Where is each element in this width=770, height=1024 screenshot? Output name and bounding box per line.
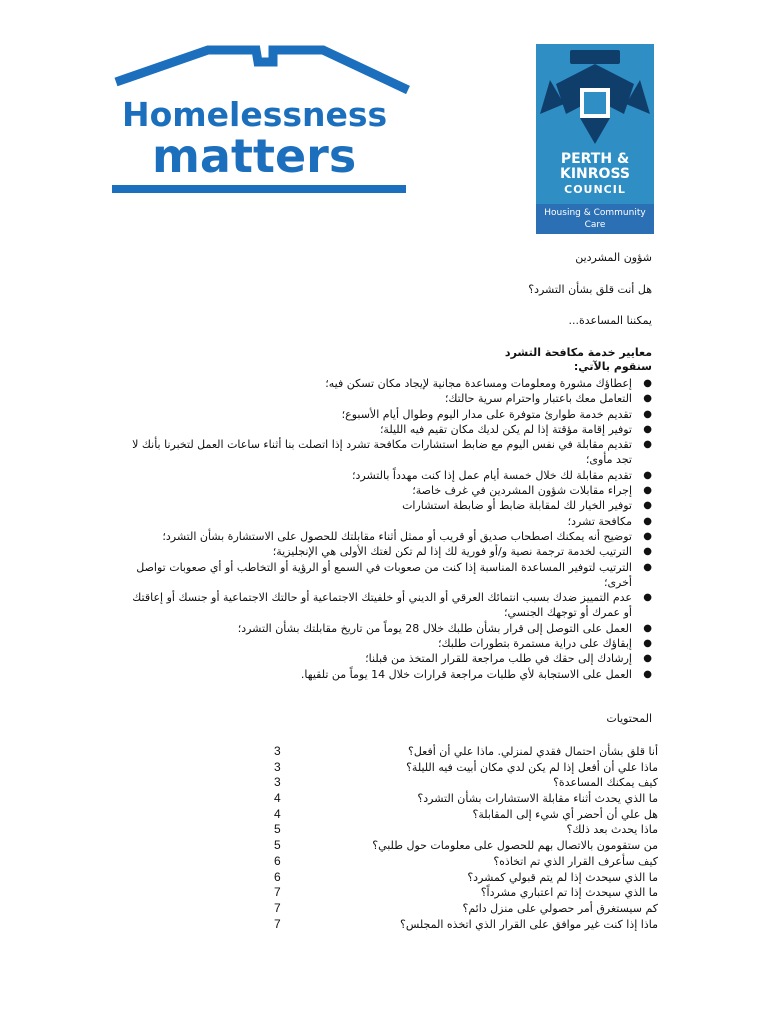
perth-kinross-council-logo	[536, 44, 654, 234]
intro-help: يمكننا المساعدة...	[568, 314, 652, 327]
toc-entry[interactable]	[268, 901, 658, 917]
toc-entry[interactable]	[268, 917, 658, 933]
council-name-line2: KINROSS	[560, 166, 630, 182]
council-crest-panel	[536, 44, 654, 204]
list-item: ● العمل على التوصل إلى قرار بشأن طلبك خلال 28 يوماً من تاريخ مقابلتك بشأن التشرد؛	[237, 621, 652, 635]
criteria-list	[125, 376, 660, 682]
list-item: ● تقديم مقابلة لك خلال خمسة أيام عمل إذا كنت مهدداً بالتشرد؛	[352, 468, 652, 482]
bullet-icon: ●	[643, 638, 652, 650]
toc-entry-title: ما الذي يحدث أثناء مقابلة الاستشارات بشأن التشرد؟	[417, 792, 658, 806]
toc-entry[interactable]	[268, 885, 658, 901]
bullet-icon: ●	[643, 561, 652, 573]
toc-entry[interactable]	[268, 838, 658, 854]
logo-text-line1: Homelessness	[122, 95, 388, 134]
bullet-icon: ●	[643, 485, 652, 497]
bullet-icon: ●	[643, 592, 652, 604]
list-item: ● توضيح أنه يمكنك اصطحاب صديق أو قريب أو ممثل أثناء مقابلتك للحصول على الاستشارة بشأن التشرد؛	[162, 529, 652, 543]
bullet-icon: ●	[643, 469, 652, 481]
homelessness-matters-logo	[108, 42, 410, 202]
bullet-icon: ●	[643, 378, 652, 389]
toc-entry[interactable]	[268, 760, 658, 776]
toc-entry-title: أنا قلق بشأن احتمال فقدي لمنزلي. ماذا علي أن أفعل؟	[407, 745, 658, 758]
list-item: ● الترتيب لتوفير المساعدة المناسبة إذا كنت من صعوبات في السمع أو الرؤية أو التخاطب أو أي صعوبات تواصل أخرى؛	[136, 560, 652, 589]
council-department-label: Housing & Community Care	[536, 204, 654, 234]
bullet-icon: ●	[643, 408, 652, 420]
toc-entry[interactable]	[268, 775, 658, 791]
toc-page-number: 7	[274, 900, 281, 915]
bullet-icon: ●	[643, 515, 652, 527]
list-item: ● توفير إقامة مؤقتة إذا لم يكن لديك مكان تقيم فيه الليلة؛	[379, 422, 652, 436]
bullet-icon: ●	[643, 393, 652, 405]
toc-page-number: 5	[274, 822, 281, 837]
list-item: ● عدم التمييز ضدك بسبب انتمائك العرقي أو الديني أو خلفيتك الاجتماعية أو حالتك الاجتماعية أو جنسك أو إعاقتك أو عمرك أو توجهك الجنسي؛	[132, 591, 652, 620]
bullet-icon: ●	[643, 653, 652, 665]
toc-page-number: 6	[274, 869, 281, 884]
bullet-icon: ●	[643, 423, 652, 435]
criteria-subheading: سنقوم بالآتي:	[573, 360, 652, 373]
bullet-icon: ●	[643, 500, 652, 512]
toc-entry-title: ما الذي سيحدث إذا تم اعتباري مشرداً؟	[480, 886, 658, 900]
list-item: ● العمل على الاستجابة لأي طلبات مراجعة قرارات خلال 14 يوماً من تلقيها.	[300, 667, 652, 681]
toc-entry-title: ما الذي سيحدث إذا لم يتم قبولي كمشرد؟	[467, 870, 658, 884]
toc-entry[interactable]	[268, 791, 658, 807]
bullet-icon: ●	[643, 622, 652, 634]
toc-entry-title: ماذا إذا كنت غير موافق على القرار الذي اتخذه المجلس؟	[400, 917, 658, 931]
list-item: ● مكافحة تشرد؛	[567, 514, 652, 528]
bullet-icon: ●	[643, 546, 652, 558]
toc-entry-title: هل علي أن أحضر أي شيء إلى المقابلة؟	[472, 807, 658, 821]
toc-page-number: 7	[274, 885, 281, 900]
criteria-heading: معايير خدمة مكافحة التشرد	[504, 346, 652, 359]
toc-entry-title: كيف يمكنك المساعدة؟	[553, 776, 658, 790]
list-item: ● الترتيب لخدمة ترجمة نصية و/أو فورية لك إذا لم تكن لغتك الأولى هي الإنجليزية؛	[272, 545, 652, 559]
list-item: ● تقديم مقابلة في نفس اليوم مع ضابط استشارات مكافحة تشرد إذا اتصلت بنا أثناء ساعات العمل لتخبرنا بأنك لا تجد مأوى؛	[132, 438, 652, 467]
toc-page-number: 3	[274, 775, 281, 790]
list-item: ● إجراء مقابلات شؤون المشردين في غرف خاصة؛	[412, 484, 652, 498]
toc-entry[interactable]	[268, 870, 658, 886]
contents-heading: المحتويات	[606, 712, 652, 725]
bullet-icon: ●	[643, 439, 652, 451]
list-item: ● إبقاؤك على دراية مستمرة بتطورات طلبك؛	[437, 637, 652, 651]
list-item: ● التعامل معك باعتبار واحترام سرية حالتك؛	[444, 392, 652, 406]
toc-page-number: 4	[274, 806, 281, 821]
toc-entry-title: كيف سأعرف القرار الذي تم اتخاذه؟	[493, 854, 658, 868]
logo-text-line2: matters	[152, 129, 357, 183]
toc-page-number: 4	[274, 791, 281, 806]
toc-page-number: 3	[274, 759, 281, 774]
document-title: شؤون المشردين	[575, 251, 652, 264]
toc-entry-title: كم سيستغرق أمر حصولي على منزل دائم؟	[462, 901, 658, 915]
toc-entry-title: ماذا علي أن أفعل إذا لم يكن لدي مكان أبيت فيه الليلة؟	[406, 760, 658, 774]
list-item: ● تقديم خدمة طوارئ متوفرة على مدار اليوم وطوال أيام الأسبوع؛	[341, 407, 652, 421]
toc-page-number: 6	[274, 853, 281, 868]
toc-page-number: 5	[274, 838, 281, 853]
intro-question: هل أنت قلق بشأن التشرد؟	[528, 283, 652, 296]
bullet-icon: ●	[643, 530, 652, 542]
toc-entry[interactable]	[268, 744, 658, 760]
toc-entry-title: ماذا يحدث بعد ذلك؟	[566, 823, 658, 837]
table-of-contents	[268, 744, 658, 932]
toc-entry[interactable]	[268, 807, 658, 823]
list-item: ● توفير الخيار لك لمقابلة ضابط أو ضابطة استشارات	[402, 499, 652, 513]
toc-page-number: 3	[274, 744, 281, 758]
council-name-line3: COUNCIL	[564, 183, 626, 196]
toc-entry[interactable]	[268, 822, 658, 838]
toc-page-number: 7	[274, 916, 281, 931]
list-item: ● إعطاؤك مشورة ومعلومات ومساعدة مجانية لإيجاد مكان تسكن فيه؛	[325, 377, 652, 390]
toc-entry[interactable]	[268, 854, 658, 870]
bullet-icon: ●	[643, 668, 652, 680]
list-item: ● إرشادك إلى حقك في طلب مراجعة للقرار المتخذ من قبلنا؛	[365, 652, 652, 666]
eagle-crest-icon	[536, 44, 654, 149]
council-name-line1: PERTH &	[560, 151, 630, 167]
toc-entry-title: من ستقومون بالاتصال بهم للحصول على معلومات حول طلبي؟	[372, 839, 658, 853]
